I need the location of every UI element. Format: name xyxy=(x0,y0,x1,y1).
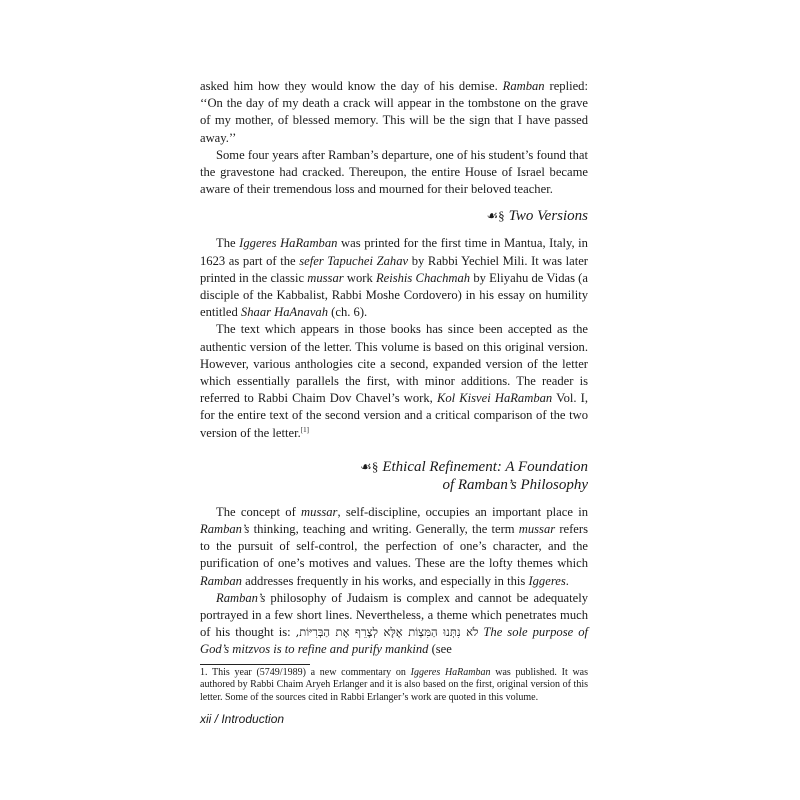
paragraph-printing-history xyxy=(200,235,588,321)
paragraph-mussar xyxy=(200,504,588,590)
text-italic: Iggeres HaRamban xyxy=(239,236,338,251)
text-italic: mussar xyxy=(307,270,344,285)
footnote-reference[interactable]: [1] xyxy=(300,425,309,434)
text: was printed for the first time in Mantua, Italy, in 1623 as part of the xyxy=(200,236,588,268)
section-title: Two Versions xyxy=(508,208,588,225)
hand-ornament-icon: ☙§ xyxy=(486,208,505,224)
page-body xyxy=(200,78,588,704)
footnote xyxy=(200,667,588,704)
text: by Eliyahu de Vidas (a disciple of the Kabbalist, Rabbi Moshe Cordovero) in his essay on humility entitled xyxy=(200,270,588,320)
section-title-line-1 xyxy=(200,458,588,476)
text-italic: Iggeres HaRamban xyxy=(410,666,491,678)
text-italic: mussar xyxy=(518,522,556,537)
text: philosophy of Judaism is complex and cannot be adequately portrayed in a few short lines. Nevertheless, a theme which penetrates much of his thought is: xyxy=(200,590,588,640)
text: The text which appears in those books has since been accepted as the authentic version of the letter. This volume is based on this original version. However, various anthologies cite a second, expanded version of the letter which essentially parallels the first, with minor additions. The reader is referred to Rabbi Chaim Dov Chavel’s work, xyxy=(200,322,588,406)
text: replied: ‘‘On the day of my death a crack will appear in the tombstone on the grave of my mother, of blessed memory. This will be the sign that I have passed away.’’ xyxy=(200,79,588,145)
paragraph-philosophy xyxy=(200,590,588,659)
text-italic: sefer Tapuchei Zahav xyxy=(299,253,409,268)
text-italic: Ramban xyxy=(200,573,242,588)
paragraph-versions xyxy=(200,321,588,441)
text: thinking, teaching and writing. Generally, the term xyxy=(249,522,519,537)
text: . xyxy=(565,573,569,588)
text: work xyxy=(343,270,376,285)
text: (ch. 6). xyxy=(328,305,368,320)
text-italic: The sole purpose of God’s mitzvos is to refine and purify mankind xyxy=(200,625,588,657)
section-heading-ethical-refinement xyxy=(200,458,588,494)
text: addresses frequently in his works, and especially in this xyxy=(241,573,529,588)
running-footer: xii / Introduction xyxy=(200,712,285,726)
text-italic: Ramban’s xyxy=(200,522,250,537)
text: was published. It was authored by Rabbi Chaim Aryeh Erlanger and it is also based on the first, original version of this letter. Some of the sources cited in Rabbi Erlanger’s work are quoted in this volume. xyxy=(200,666,589,703)
paragraph-gravestone: Some four years after Ramban’s departure, one of his student’s found that the gravestone had cracked. Thereupon, the entire House of Israel became aware of their tremendous loss and mourned for their beloved teacher. xyxy=(200,147,588,197)
text: 1. This year (5749/1989) a new commentary on xyxy=(200,666,411,678)
text: by Rabbi Yechiel Mili. It was later printed in the classic xyxy=(200,253,588,285)
section-heading-two-versions xyxy=(200,207,588,225)
text-italic: Reishis Chachmah xyxy=(375,270,471,285)
text-italic: Kol Kisvei HaRamban xyxy=(436,391,553,406)
text: (see xyxy=(428,642,452,657)
footnote-divider xyxy=(200,664,310,665)
text-italic: Iggeres xyxy=(528,573,566,588)
text: Ethical Refinement: A Foundation xyxy=(382,458,588,475)
text-italic: Ramban xyxy=(502,79,545,93)
text: , self-discipline, occupies an important place in xyxy=(337,504,588,519)
text: refers to the pursuit of self-control, the perfection of one’s character, and the purification of one’s motives and values. These are the lofty themes which xyxy=(200,522,588,571)
text: asked him how they would know the day of his demise. xyxy=(200,79,503,93)
text: The concept of xyxy=(216,504,302,519)
text-italic: Shaar HaAnavah xyxy=(240,305,329,320)
text-italic: Ramban’s xyxy=(216,590,266,605)
paragraph-demise xyxy=(200,78,588,147)
hand-ornament-icon: ☙§ xyxy=(360,458,379,474)
text: Vol. I, for the entire text of the second version and a critical comparison of the two version of the letter. xyxy=(200,391,588,440)
hebrew-quote: לֹא נִתְּנוּ הַמִּצְוֹת אֶלָּא לְצָרֵף אֶת הַבְּרִיּוֹת, xyxy=(295,625,479,640)
text: The xyxy=(216,236,240,251)
section-title-line-2: of Ramban’s Philosophy xyxy=(442,476,588,493)
text-italic: mussar xyxy=(301,504,338,519)
